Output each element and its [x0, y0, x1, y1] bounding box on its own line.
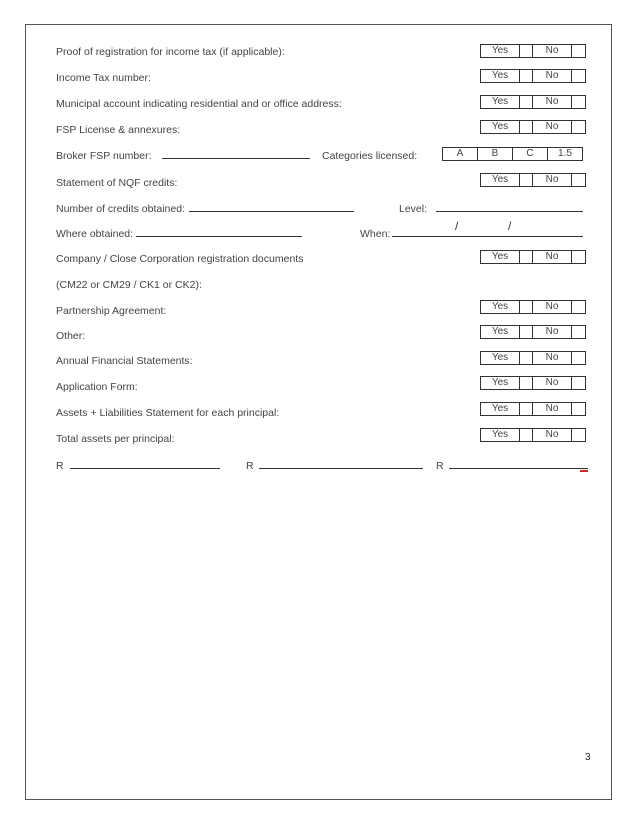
category-c-box[interactable]: C [512, 147, 548, 161]
no-box[interactable]: No [532, 351, 572, 365]
currency-label: R [56, 460, 64, 472]
yes-no-fsp-license [480, 120, 586, 134]
no-box[interactable]: No [532, 428, 572, 442]
category-1-5-box[interactable]: 1.5 [547, 147, 583, 161]
red-mark [580, 470, 588, 472]
date-separator: / [455, 219, 459, 233]
no-box[interactable]: No [532, 402, 572, 416]
yes-no-annual-financial-statements [480, 351, 586, 365]
label-level: Level: [399, 203, 428, 215]
no-box[interactable]: No [532, 120, 572, 134]
yes-no-application-form [480, 376, 586, 390]
form-page [25, 24, 612, 800]
tick-box[interactable] [572, 351, 586, 365]
no-box[interactable]: No [532, 44, 572, 58]
yes-no-income-tax-number [480, 69, 586, 83]
yes-box[interactable]: Yes [480, 325, 520, 339]
label-municipal-account: Municipal account indicating residential and or office address: [56, 98, 342, 110]
label-total-assets: Total assets per principal: [56, 433, 175, 445]
yes-no-other [480, 325, 586, 339]
label-other: Other: [56, 330, 86, 342]
label-broker-fsp-number: Broker FSP number: [56, 150, 152, 162]
label-assets-liabilities: Assets + Liabilities Statement for each principal: [56, 407, 280, 419]
label-categories-licensed: Categories licensed: [322, 150, 418, 162]
tick-box[interactable] [572, 250, 586, 264]
label-income-tax-number: Income Tax number: [56, 72, 151, 84]
category-a-box[interactable]: A [442, 147, 478, 161]
yes-no-municipal-account [480, 95, 586, 109]
label-credits-obtained: Number of credits obtained: [56, 203, 185, 215]
yes-box[interactable]: Yes [480, 402, 520, 416]
when-field[interactable] [392, 236, 583, 237]
broker-fsp-number-field[interactable] [162, 158, 310, 159]
yes-no-total-assets [480, 428, 586, 442]
tick-box[interactable] [572, 325, 586, 339]
label-company-registration: Company / Close Corporation registration documents [56, 253, 304, 265]
credits-obtained-field[interactable] [189, 211, 354, 212]
currency-label: R [436, 460, 444, 472]
yes-box[interactable]: Yes [480, 250, 520, 264]
tick-box[interactable] [572, 428, 586, 442]
label-nqf-credits: Statement of NQF credits: [56, 177, 178, 189]
currency-label: R [246, 460, 254, 472]
yes-no-income-tax-registration [480, 44, 586, 58]
yes-no-partnership-agreement [480, 300, 586, 314]
yes-no-nqf-credits [480, 173, 586, 187]
tick-box[interactable] [572, 173, 586, 187]
tick-box[interactable] [572, 44, 586, 58]
yes-box[interactable]: Yes [480, 376, 520, 390]
yes-box[interactable]: Yes [480, 95, 520, 109]
yes-box[interactable]: Yes [480, 69, 520, 83]
yes-no-company-registration [480, 250, 586, 264]
no-box[interactable]: No [532, 250, 572, 264]
yes-box[interactable]: Yes [480, 44, 520, 58]
tick-box[interactable] [572, 69, 586, 83]
yes-box[interactable]: Yes [480, 173, 520, 187]
category-b-box[interactable]: B [477, 147, 513, 161]
yes-box[interactable]: Yes [480, 351, 520, 365]
tick-box[interactable] [572, 300, 586, 314]
principal-assets-field-3[interactable] [449, 468, 588, 469]
tick-box[interactable] [572, 120, 586, 134]
label-where-obtained: Where obtained: [56, 228, 134, 240]
yes-box[interactable]: Yes [480, 428, 520, 442]
label-income-tax-registration: Proof of registration for income tax (if applicable): [56, 46, 285, 58]
no-box[interactable]: No [532, 376, 572, 390]
page-number: 3 [585, 752, 591, 763]
yes-box[interactable]: Yes [480, 120, 520, 134]
tick-box[interactable] [572, 376, 586, 390]
principal-assets-field-1[interactable] [70, 468, 220, 469]
no-box[interactable]: No [532, 95, 572, 109]
categories-boxes [442, 147, 586, 161]
where-obtained-field[interactable] [136, 236, 302, 237]
level-field[interactable] [436, 211, 583, 212]
no-box[interactable]: No [532, 300, 572, 314]
no-box[interactable]: No [532, 325, 572, 339]
label-annual-financial-statements: Annual Financial Statements: [56, 355, 193, 367]
yes-no-assets-liabilities [480, 402, 586, 416]
label-company-registration-codes: (CM22 or CM29 / CK1 or CK2): [56, 279, 202, 291]
tick-box[interactable] [572, 402, 586, 416]
principal-assets-field-2[interactable] [259, 468, 423, 469]
no-box[interactable]: No [532, 173, 572, 187]
label-fsp-license: FSP License & annexures: [56, 124, 181, 136]
label-partnership-agreement: Partnership Agreement: [56, 305, 167, 317]
tick-box[interactable] [572, 95, 586, 109]
label-when: When: [360, 228, 391, 240]
label-application-form: Application Form: [56, 381, 138, 393]
date-separator: / [508, 219, 512, 233]
yes-box[interactable]: Yes [480, 300, 520, 314]
no-box[interactable]: No [532, 69, 572, 83]
